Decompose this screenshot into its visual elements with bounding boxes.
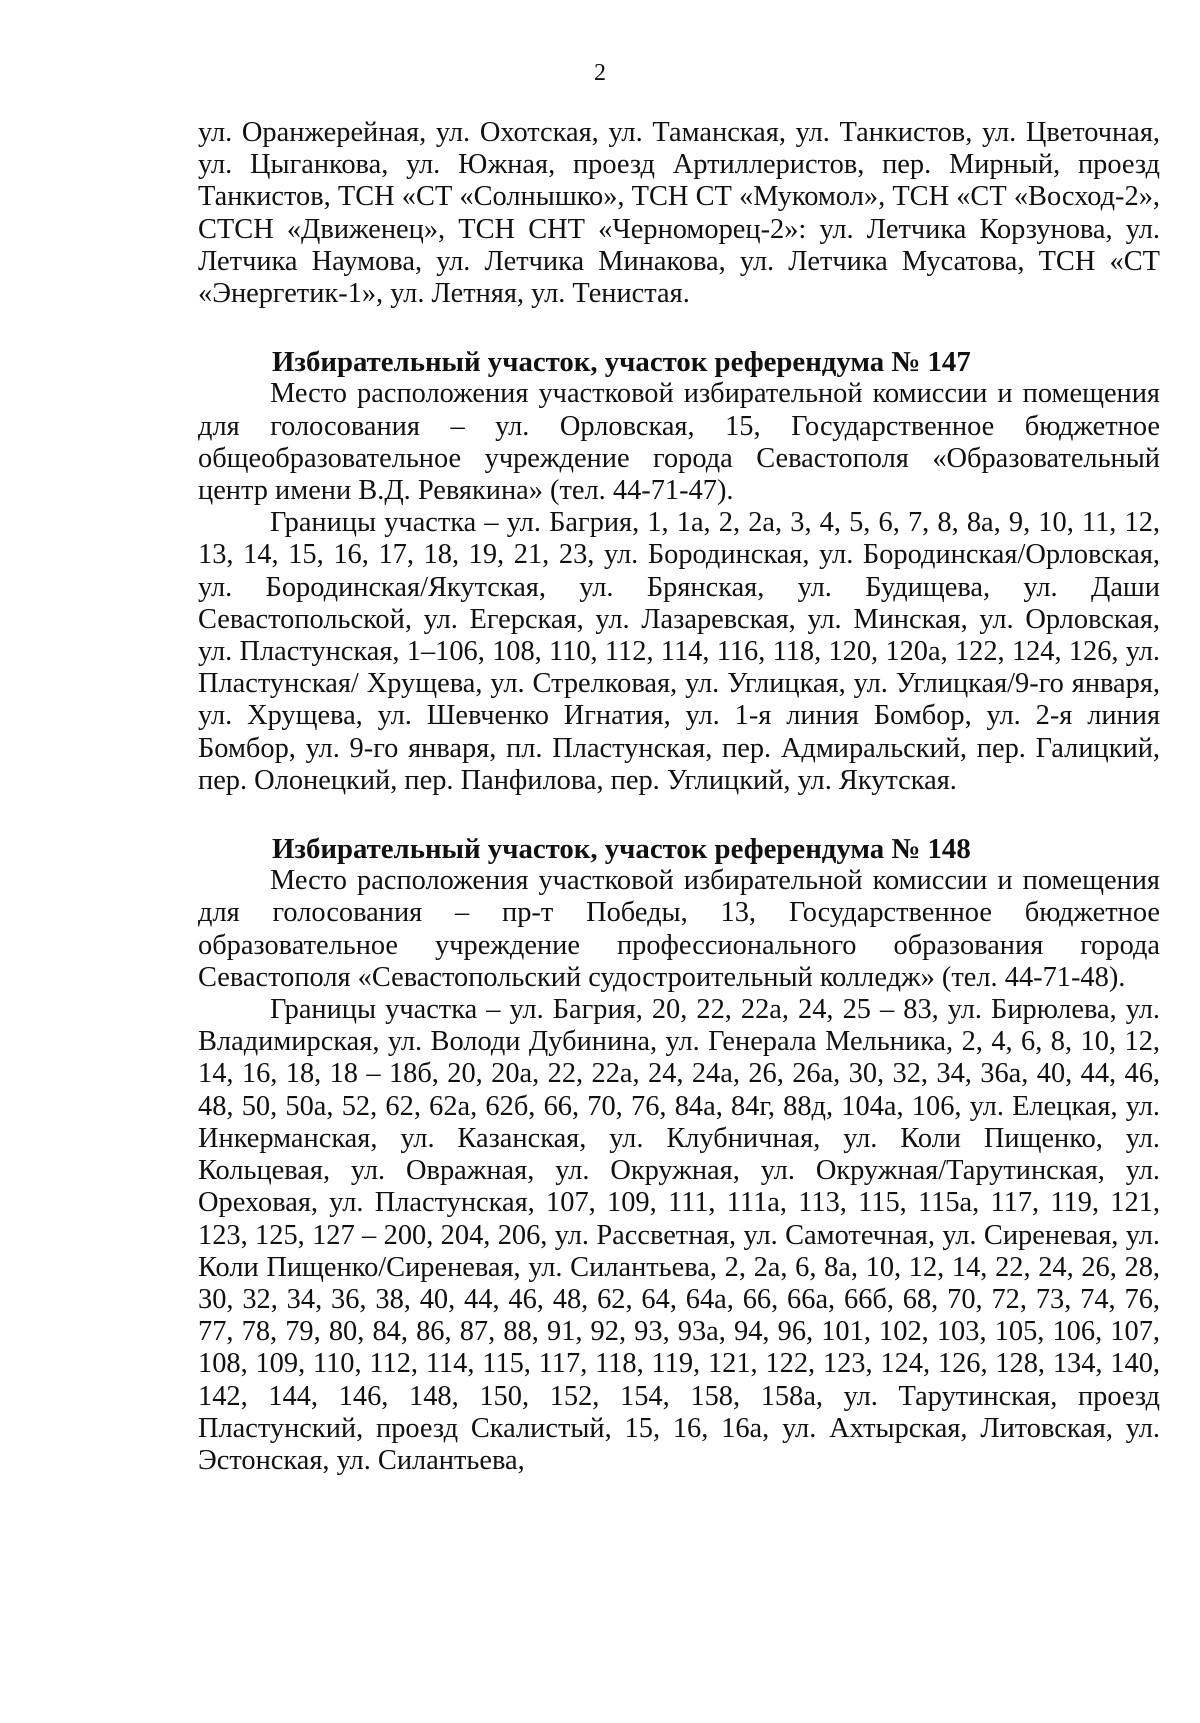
section-148-boundaries: Границы участка – ул. Багрия, 20, 22, 22а, 24, 25 – 83, ул. Бирюлева, ул. Владимирская, ул. Володи Дубинина, ул. Генерала Мельника, 2, 4, 6, 8, 10, 12, 14, 16, 18, 18 – 18б, 20, 20а, 22, 22а, 24, 24а, 26, 26а, 30, 32, 34, 36а, 40, 44, 46, 48, 50, 50а, 52, 62, 62а, 62б, 66, 70, 76, 84а, 84г, 88д, 104а, 106, ул. Елецкая, ул. Инкерманская, ул. Казанская, ул. Клубничная, ул. Коли Пищенко, ул. Кольцевая, ул. Овражная, ул. Окружная, ул. Окружная/Тарутинская, ул. Ореховая, ул. Пластунская, 107, 109, 111, 111а, 113, 115, 115а, 117, 119, 121, 123, 125, 127 – 200, 204, 206, ул. Рассветная, ул. Самотечная, ул. Сиреневая, ул. Коли Пищенко/Сиреневая, ул. Силантьева, 2, 2а, 6, 8а, 10, 12, 14, 22, 24, 26, 28, 30, 32, 34, 36, 38, 40, 44, 46, 48, 62, 64, 64а, 66, 66а, 66б, 68, 70, 72, 73, 74, 76, 77, 78, 79, 80, 84, 86, 87, 88, 91, 92, 93, 93а, 94, 96, 101, 102, 103, 105, 106, 107, 108, 109, 110, 112, 114, 115, 117, 118, 119, 121, 122, 123, 124, 126, 128, 134, 140, 142, 144, 146, 148, 150, 152, 154, 158, 158а, ул. Тарутинская, проезд Пластунский, проезд Скалистый, 15, 16, 16а, ул. Ахтырская, Литовская, ул. Эстонская, ул. Силантьева, bbox=[198, 994, 1160, 1476]
section-heading-147: Избирательный участок, участок референдума № 147 bbox=[272, 346, 971, 379]
section-148-location: Место расположения участковой избирательной комиссии и помещения для голосования – пр-т Победы, 13, Государственное бюджетное образовательное учреждение профессионального образования города Севастополя «Севастопольский судостроительный колледж» (тел. 44-71-48). bbox=[198, 865, 1160, 993]
section-heading-148: Избирательный участок, участок референдума № 148 bbox=[272, 833, 971, 866]
intro-paragraph: ул. Оранжерейная, ул. Охотская, ул. Таманская, ул. Танкистов, ул. Цветочная, ул. Цыганкова, ул. Южная, проезд Артиллеристов, пер. Мирный, проезд Танкистов, ТСН «СТ «Солнышко», ТСН СТ «Мукомол», ТСН «СТ «Восход-2», СТСН «Движенец», ТСН СНТ «Черноморец-2»: ул. Летчика Корзунова, ул. Летчика Наумова, ул. Летчика Минакова, ул. Летчика Мусатова, ТСН «СТ «Энергетик-1», ул. Летняя, ул. Тенистая. bbox=[198, 117, 1160, 310]
document-body bbox=[198, 117, 1160, 1477]
section-147-boundaries: Границы участка – ул. Багрия, 1, 1а, 2, 2а, 3, 4, 5, 6, 7, 8, 8а, 9, 10, 11, 12, 13, 14, 15, 16, 17, 18, 19, 21, 23, ул. Бородинская, ул. Бородинская/Орловская, ул. Бородинская/Якутская, ул. Брянская, ул. Будищева, ул. Даши Севастопольской, ул. Егерская, ул. Лазаревская, ул. Минская, ул. Орловская, ул. Пластунская, 1–106, 108, 110, 112, 114, 116, 118, 120, 120а, 122, 124, 126, ул. Пластунская/ Хрущева, ул. Стрелковая, ул. Углицкая, ул. Углицкая/9-го января, ул. Хрущева, ул. Шевченко Игнатия, ул. 1-я линия Бомбор, ул. 2-я линия Бомбор, ул. 9-го января, пл. Пластунская, пер. Адмиральский, пер. Галицкий, пер. Олонецкий, пер. Панфилова, пер. Углицкий, ул. Якутская. bbox=[198, 507, 1160, 796]
section-147-location: Место расположения участковой избирательной комиссии и помещения для голосования – ул. Орловская, 15, Государственное бюджетное общеобразовательное учреждение города Севастополя «Образовательный центр имени В.Д. Ревякина» (тел. 44-71-47). bbox=[198, 378, 1160, 507]
page-number: 2 bbox=[594, 60, 606, 86]
